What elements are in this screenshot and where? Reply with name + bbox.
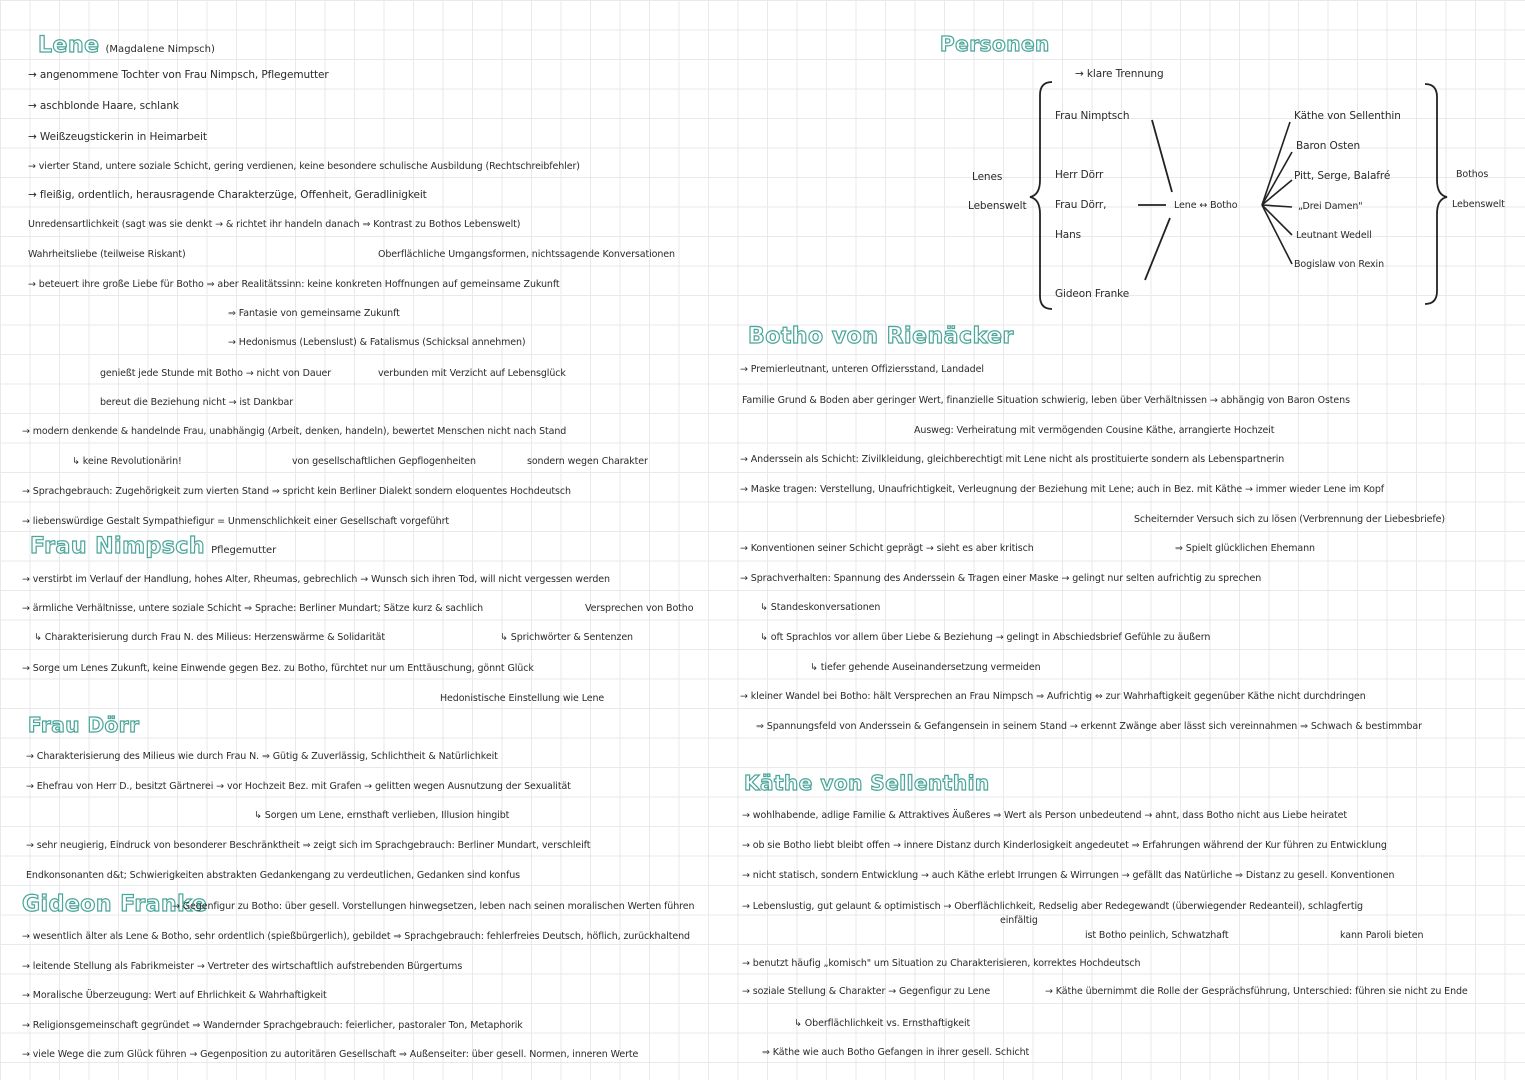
mindmap-right-item-5: Leutnant Wedell [1296,230,1372,241]
lene-line-13: verbunden mit Verzicht auf Lebensglück [378,368,566,379]
lene-line-8: Oberflächliche Umgangsformen, nichtssagende Konversationen [378,249,675,260]
heading-gideon-franke: Gideon Franke [22,892,208,917]
mindmap-top-label: → klare Trennung [1075,68,1164,80]
franke-line-1: → Gegenfigur zu Botho: über gesell. Vorstellungen hinwegsetzen, leben nach seinen moralischen Werten führen [172,901,695,912]
kaethe-line-8: → benutzt häufig „komisch" um Situation zu Charakterisieren, korrektes Hochdeutsch [742,958,1141,969]
nimpsch-line-3: Versprechen von Botho [585,603,694,614]
heading-lene: Lene (Magdalene Nimpsch) [38,33,215,58]
mindmap-left-item-2: Herr Dörr [1055,169,1104,181]
botho-line-11: ↳ oft Sprachlos vor allem über Liebe & Beziehung → gelingt in Abschiedsbrief Gefühle zu äußern [760,632,1211,643]
mindmap-left-item-4: Hans [1055,229,1082,241]
lene-line-7: Wahrheitsliebe (teilweise Riskant) [28,249,186,260]
doerr-line-1: → Charakterisierung des Milieus wie durch Frau N. ⇒ Gütig & Zuverlässig, Schlichtheit & Natürlichkeit [26,751,498,762]
doerr-line-4: → sehr neugierig, Eindruck von besonderer Beschränktheit ⇒ zeigt sich im Sprachgebrauch: Berliner Mundart, verschleift [26,840,591,851]
botho-line-3: Ausweg: Verheiratung mit vermögenden Cousine Käthe, arrangierte Hochzeit [914,425,1275,436]
kaethe-line-2: → ob sie Botho liebt bleibt offen → innere Distanz durch Kinderlosigkeit angedeutet ⇒ Erfahrungen während der Kur führen zu Entwicklung [742,840,1387,851]
lene-line-4: → vierter Stand, untere soziale Schicht, gering verdienen, keine besondere schulische Ausbildung (Rechtschreibfehler) [28,161,580,172]
mindmap-left-item-3: Frau Dörr, [1055,199,1107,211]
lene-line-14: bereut die Beziehung nicht → ist Dankbar [100,397,294,408]
mindmap-right-world-1: Bothos [1456,169,1489,180]
lene-line-17: von gesellschaftlichen Gepflogenheiten [292,456,476,467]
botho-line-6: Scheiternder Versuch sich zu lösen (Verbrennung der Liebesbriefe) [1134,514,1445,525]
nimpsch-line-5: ↳ Sprichwörter & Sentenzen [500,632,633,643]
botho-line-12: ↳ tiefer gehende Auseinandersetzung vermeiden [810,662,1041,673]
mindmap-left-item-5: Gideon Franke [1055,288,1130,300]
kaethe-line-5: einfältig [1000,915,1038,926]
lene-line-5: → fleißig, ordentlich, herausragende Charakterzüge, Offenheit, Geradlinigkeit [28,189,427,201]
kaethe-line-9: → soziale Stellung & Charakter → Gegenfigur zu Lene [742,986,991,997]
heading-frau-nimpsch: Frau Nimpsch Pflegemutter [30,534,277,559]
botho-line-9: → Sprachverhalten: Spannung des Anderssein & Tragen einer Maske → gelingt nur selten aufrichtig zu sprechen [740,573,1262,584]
lene-line-19: → Sprachgebrauch: Zugehörigkeit zum vierten Stand ⇒ spricht kein Berliner Dialekt sondern eloquentes Hochdeutsch [22,486,571,497]
nimpsch-line-6: → Sorge um Lenes Zukunft, keine Einwende gegen Bez. zu Botho, fürchtet nur um Enttäuschung, gönnt Glück [22,663,534,674]
nimpsch-line-2: → ärmliche Verhältnisse, untere soziale Schicht ⇒ Sprache: Berliner Mundart; Sätze kurz & sachlich [22,603,484,614]
heading-frau-doerr: Frau Dörr [28,713,140,737]
franke-line-5: → Religionsgemeinschaft gegründet ⇒ Wandernder Sprachgebrauch: feierlicher, pastoraler Ton, Metaphorik [22,1020,523,1031]
mindmap-right-item-4: „Drei Damen" [1298,201,1363,212]
lene-line-10: ⇒ Fantasie von gemeinsame Zukunft [228,308,400,319]
botho-line-5: → Maske tragen: Verstellung, Unaufrichtigkeit, Verleugnung der Beziehung mit Lene; auch in Bez. mit Käthe → immer wieder Lene im Kopf [740,484,1384,495]
franke-line-3: → leitende Stellung als Fabrikmeister → Vertreter des wirtschaftlich aufstrebenden Bürgertums [22,961,463,972]
heading-personen: Personen [940,32,1050,56]
nimpsch-line-7: Hedonistische Einstellung wie Lene [440,693,605,704]
lene-line-11: → Hedonismus (Lebenslust) & Fatalismus (Schicksal annehmen) [228,337,526,348]
lene-line-12: genießt jede Stunde mit Botho → nicht von Dauer [100,368,332,379]
kaethe-line-6: ist Botho peinlich, Schwatzhaft [1085,930,1229,941]
doerr-line-2: → Ehefrau von Herr D., besitzt Gärtnerei → vor Hochzeit Bez. mit Grafen → gelitten wegen Ausnutzung der Sexualität [26,781,571,792]
nimpsch-line-4: ↳ Charakterisierung durch Frau N. des Milieus: Herzenswärme & Solidarität [34,632,385,643]
mindmap-right-world-2: Lebenswelt [1452,199,1505,210]
lene-line-1: → angenommene Tochter von Frau Nimpsch, Pflegemutter [28,69,329,81]
franke-line-6: → viele Wege die zum Glück führen → Gegenposition zu autoritären Gesellschaft ⇒ Außenseiter: über gesell. Normen, inneren Werte [22,1049,639,1060]
mindmap-right-item-6: Bogislaw von Rexin [1294,259,1385,270]
mindmap-right-item-1: Käthe von Sellenthin [1294,110,1401,122]
lene-line-3: → Weißzeugstickerin in Heimarbeit [28,131,207,143]
mindmap-left-world-2: Lebenswelt [968,200,1027,212]
kaethe-line-12: ⇒ Käthe wie auch Botho Gefangen in ihrer gesell. Schicht [762,1047,1030,1058]
nimpsch-line-1: → verstirbt im Verlauf der Handlung, hohes Alter, Rheumas, gebrechlich → Wunsch sich ihren Tod, will nicht vergessen werden [22,574,610,585]
lene-line-18: sondern wegen Charakter [527,456,648,467]
kaethe-line-7: kann Paroli bieten [1340,930,1424,941]
kaethe-line-11: ↳ Oberflächlichkeit vs. Ernsthaftigkeit [794,1018,971,1029]
lene-line-16: ↳ keine Revolutionärin! [72,456,182,467]
doerr-line-3: ↳ Sorgen um Lene, ernsthaft verlieben, Illusion hingibt [254,810,510,821]
botho-line-10: ↳ Standeskonversationen [760,602,881,613]
franke-line-2: → wesentlich älter als Lene & Botho, sehr ordentlich (spießbürgerlich), gebildet ⇒ Sprachgebrauch: fehlerfreies Deutsch, höflich, zurückhaltend [22,931,690,942]
kaethe-line-3: → nicht statisch, sondern Entwicklung → auch Käthe erlebt Irrungen & Wirrungen → gefällt das Natürliche ⇒ Distanz zu gesell. Konventionen [742,870,1395,881]
mindmap-right-item-3: Pitt, Serge, Balafré [1294,170,1391,182]
franke-line-4: → Moralische Überzeugung: Wert auf Ehrlichkeit & Wahrhaftigkeit [22,990,327,1001]
lene-line-2: → aschblonde Haare, schlank [28,100,179,112]
kaethe-line-10: → Käthe übernimmt die Rolle der Gesprächsführung, Unterschied: führen sie nicht zu Ende [1045,986,1468,997]
mindmap-center: Lene ↔ Botho [1174,200,1238,211]
mindmap-left-item-1: Frau Nimptsch [1055,110,1130,122]
lene-line-9: → beteuert ihre große Liebe für Botho ⇒ aber Realitätssinn: keine konkreten Hoffnungen auf gemeinsame Zukunft [28,279,560,290]
heading-botho: Botho von Rienäcker [748,324,1014,349]
lene-line-6: Unredensartlichkeit (sagt was sie denkt → & richtet ihr handeln danach ⇒ Kontrast zu Bothos Lebenswelt) [28,219,521,230]
botho-line-4: → Anderssein als Schicht: Zivilkleidung, gleichberechtigt mit Lene nicht als prostituierte sondern als Lebenspartnerin [740,454,1285,465]
botho-line-2: Familie Grund & Boden aber geringer Wert, finanzielle Situation schwierig, leben über Verhältnissen → abhängig von Baron Ostens [742,395,1350,406]
mindmap-right-item-2: Baron Osten [1296,140,1361,152]
lene-line-15: → modern denkende & handelnde Frau, unabhängig (Arbeit, denken, handeln), bewertet Menschen nicht nach Stand [22,426,567,437]
lene-line-20: → liebenswürdige Gestalt Sympathiefigur = Unmenschlichkeit einer Gesellschaft vorgeführt [22,516,450,527]
botho-line-1: → Premierleutnant, unteren Offiziersstand, Landadel [740,364,984,375]
heading-kaethe: Käthe von Sellenthin [744,771,990,795]
doerr-line-5: Endkonsonanten d&t; Schwierigkeiten abstrakten Gedankengang zu verdeutlichen, Gedanken sind konfus [26,870,521,881]
botho-line-7: → Konventionen seiner Schicht geprägt → sieht es aber kritisch [740,543,1034,554]
botho-line-14: ⇒ Spannungsfeld von Anderssein & Gefangensein in seinem Stand → erkennt Zwänge aber lässt sich vereinnahmen ⇒ Schwach & bestimmbar [756,721,1422,732]
mindmap-left-world-1: Lenes [972,171,1003,183]
kaethe-line-4: → Lebenslustig, gut gelaunt & optimistisch → Oberflächlichkeit, Redselig aber Redegewandt (überwiegender Redeanteil), schlagfertig [742,901,1363,912]
kaethe-line-1: → wohlhabende, adlige Familie & Attraktives Äußeres ⇒ Wert als Person unbedeutend → ahnt, dass Botho nicht aus Liebe heiratet [742,810,1348,821]
botho-line-8: ⇒ Spielt glücklichen Ehemann [1175,543,1315,554]
botho-line-13: → kleiner Wandel bei Botho: hält Versprechen an Frau Nimpsch ⇒ Aufrichtig ⇔ zur Wahrhaftigkeit gegenüber Käthe nicht durchdringen [740,691,1366,702]
